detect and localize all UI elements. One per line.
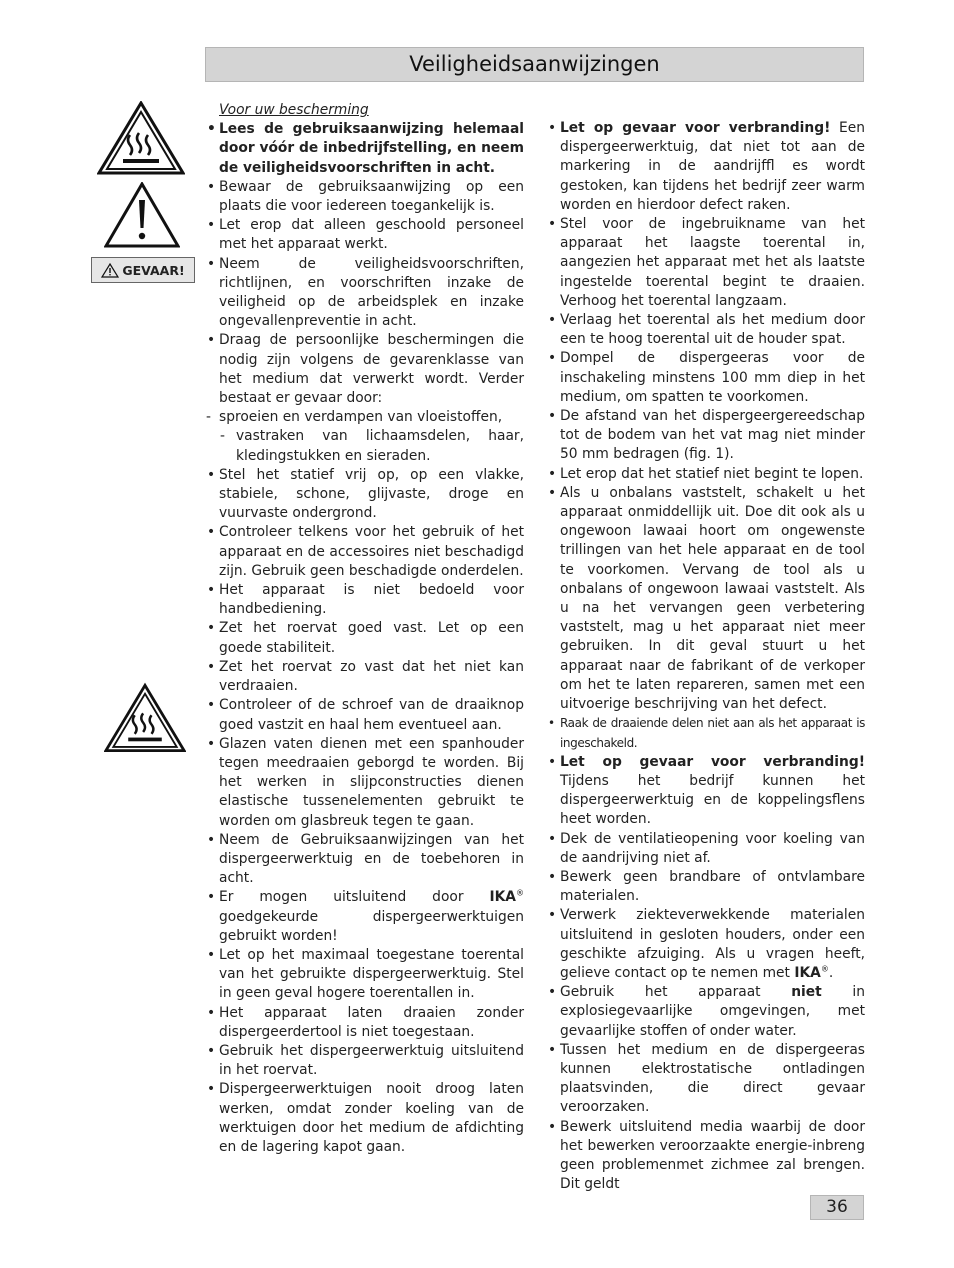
warning-text: Let op gevaar voor verbranding! (560, 753, 865, 770)
list-item: • Let erop dat het statief niet begint te lopen. (546, 465, 865, 484)
warning-exclamation-icon (104, 182, 180, 248)
list-item: • Let erop dat alleen geschoold personeel met het apparaat werkt. (205, 216, 524, 254)
brand-name: IKA (794, 964, 821, 981)
emphasis-text: niet (791, 984, 822, 1001)
sub-list-item: - vastraken van lichaamsdelen, haar, kledingstukken en sieraden. (205, 427, 524, 465)
left-column (205, 101, 524, 1157)
list-item (546, 983, 865, 1041)
list-item (546, 753, 865, 830)
page-number: 36 (810, 1195, 864, 1220)
warning-text: Let op gevaar voor verbranding! (560, 120, 831, 136)
list-item (205, 888, 524, 946)
danger-label-text: GEVAAR! (122, 262, 185, 278)
list-item: • Bewaar de gebruiksaanwijzing op een plaats die voor iedereen toegankelijk is. (205, 178, 524, 216)
list-item: • Neem de veiligheidsvoorschriften, richtlijnen, en voorschriften inzake de veiligheid op de arbeidsplek en inzake ongevallenpreventie in acht. (205, 255, 524, 332)
list-item: • Glazen vaten dienen met een spanhouder tegen meedraaien geborgd te worden. Bij het werken in slijpconstructies dienen elastische tussenelementen gebruikt te worden om glasbreuk tegen te gaan. (205, 735, 524, 831)
list-item: • Zet het roervat zo vast dat het niet kan verdraaien. (205, 658, 524, 696)
text: Er mogen uitsluitend door (219, 889, 490, 906)
list-item: • Bewerk uitsluitend media waarbij de door het bewerken veroorzaakte energie-inbreng geen problemenmet zichmee zal brengen. Dit geldt (546, 1118, 865, 1195)
text: . (828, 964, 834, 981)
list-item: • Gebruik het dispergeerwerktuig uitsluitend in het roervat. (205, 1042, 524, 1080)
page-title-bar (205, 47, 864, 82)
list-item: • Bewerk geen brandbare of ontvlambare materialen. (546, 868, 865, 906)
list-item: • Raak de draaiende delen niet aan als het apparaat is ingeschakeld. (546, 714, 865, 752)
list-item: • Het apparaat laten draaien zonder dispergeerdertool is niet toegestaan. (205, 1004, 524, 1042)
list-item: • Als u onbalans vaststelt, schakelt u het apparaat onmiddellijk uit. Doe dit ook als u ongewoon lawaai hoort om ongewenste trillingen van het hele apparaat en de tool te voorkomen. Vervang de tool als u onbalans of ongewoon lawaai vaststelt. Als u na het vervangen geen verbetering vaststelt, mag u het apparaat niet meer gebruiken. In dit geval stuurt u het apparaat naar de fabrikant of de verkoper om het te laten repareren, samen met een uitvoerige beschrijving van het defect. (546, 484, 865, 714)
text: Gebruik het apparaat (560, 984, 792, 1001)
list-item: • Zet het roervat goed vast. Let op een goede stabiliteit. (205, 619, 524, 657)
text: Een dispergeerwerktuig, dat niet tot aan de markering in de aandrijffl es wordt gestoken, kan tijdens het bedrijf zeer warm worden en hierdoor defect raken. (560, 120, 865, 213)
list-item: • Het apparaat is niet bedoeld voor handbediening. (205, 581, 524, 619)
list-item: • Verlaag het toerental als het medium door een te hoog toerental uit de houder spat. (546, 311, 865, 349)
list-item: • Dompel de dispergeeras voor de inschakeling minstens 100 mm diep in het medium, om spatten te voorkomen. (546, 349, 865, 407)
list-item: • Dispergeerwerktuigen nooit droog laten werken, omdat zonder koeling van de werktuigen door het medium de afdichting en de lagering kapot gaan. (205, 1080, 524, 1157)
text: Tijdens het bedrijf kunnen het dispergeerwerktuig en de koppelingsflens heet worden. (560, 772, 865, 828)
page-title: Veiligheidsaanwijzingen (409, 52, 660, 76)
registered-mark: ® (516, 888, 524, 898)
list-item: • Stel voor de ingebruikname van het apparaat het laagste toerental in, aangezien het apparaat met het als laatste ingestelde toerental begint te draaien. Verhoog het toerental langzaam. (546, 215, 865, 311)
list-item: • Controleer of de schroef van de draaiknop goed vastzit en haal hem eventueel aan. (205, 696, 524, 734)
list-item: • Neem de Gebruiksaanwijzingen van het dispergeerwerktuig en de toebehoren in acht. (205, 831, 524, 889)
sub-list-item: - sproeien en verdampen van vloeistoffen, (205, 408, 524, 427)
list-item (546, 119, 865, 215)
list-item (546, 906, 865, 983)
small-warning-icon (101, 263, 119, 278)
text: goedgekeurde dispergeerwerktuigen gebruikt worden! (219, 908, 524, 944)
list-item: • Lees de gebruiksaanwijzing helemaal door vóór de inbedrijfstelling, en neem de veiligheidsvoorschriften in acht. (205, 120, 524, 178)
list-item: • Tussen het medium en de dispergeeras kunnen elektrostatische ontladingen plaatsvinden, die direct gevaar veroorzaken. (546, 1041, 865, 1118)
list-item: • De afstand van het dispergeergereedschap tot de bodem van het vat mag niet minder 50 mm bedragen (fig. 1). (546, 407, 865, 465)
right-column (546, 119, 865, 1194)
hot-surface-warning-icon-2 (104, 682, 186, 754)
section-heading: Voor uw bescherming (219, 102, 369, 118)
registered-mark: ® (820, 964, 829, 974)
list-item: • Controleer telkens voor het gebruik of het apparaat en de accessoires niet beschadigd zijn. Gebruik geen beschadigde onderdelen. (205, 523, 524, 581)
hot-surface-warning-icon (97, 101, 185, 175)
list-item: • Draag de persoonlijke beschermingen die nodig zijn volgens de gevarenklasse van het medium dat verwerkt wordt. Verder bestaat er gevaar door: (205, 331, 524, 408)
danger-label (91, 257, 195, 283)
list-item: • Dek de ventilatieopening voor koeling van de aandrijving niet af. (546, 830, 865, 868)
text: Verwerk ziekteverwekkende materialen uitsluitend in gesloten houders, onder een geschikte afzuiging. Als u vragen heeft, gelieve contact op te nemen met (560, 907, 865, 981)
text: in explosiegevaarlijke omgevingen, met gevaarlijke stoffen of onder water. (560, 984, 865, 1039)
list-item: • Let op het maximaal toegestane toerental van het gebruikte dispergeerwerktuig. Stel in geen geval hogere toerentallen in. (205, 946, 524, 1004)
list-item: • Stel het statief vrij op, op een vlakke, stabiele, schone, glijvaste, droge en vuurvaste ondergrond. (205, 466, 524, 524)
brand-name: IKA (489, 889, 516, 906)
